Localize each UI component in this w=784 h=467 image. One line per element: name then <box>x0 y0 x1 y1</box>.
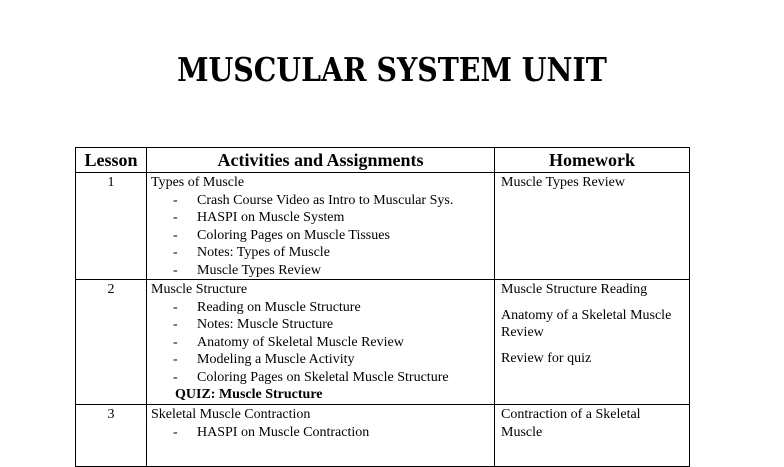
activity-text: Muscle Types Review <box>197 262 321 278</box>
table-row <box>76 173 690 280</box>
list-item: - Crash Course Video as Intro to Muscular Sys. <box>173 192 454 208</box>
list-item: - Coloring Pages on Skeletal Muscle Structure <box>173 369 449 385</box>
activity-text: Coloring Pages on Muscle Tissues <box>197 227 390 243</box>
homework-cell <box>495 405 690 467</box>
activity-text: HASPI on Muscle System <box>197 210 345 225</box>
table-row <box>76 405 690 467</box>
list-item: - Notes: Muscle Structure <box>173 317 334 332</box>
lesson-topic: Types of Muscle <box>151 175 245 190</box>
lesson-table <box>75 147 690 467</box>
activity-list <box>151 299 490 387</box>
list-item: - HASPI on Muscle Contraction <box>173 424 370 440</box>
activity-text: Crash Course Video as Intro to Muscular Sys. <box>197 192 454 208</box>
homework-item: Contraction of a Skeletal Muscle <box>501 407 641 440</box>
activity-list <box>151 192 490 280</box>
activity-text: Reading on Muscle Structure <box>197 299 361 315</box>
list-item: - Muscle Types Review <box>173 262 321 278</box>
lesson-topic: Skeletal Muscle Contraction <box>151 407 311 422</box>
activities-cell <box>147 280 495 405</box>
homework-item: Review for quiz <box>501 350 592 366</box>
lesson-number: 1 <box>76 173 147 280</box>
activity-list <box>151 424 490 442</box>
homework-item: Muscle Types Review <box>501 175 625 190</box>
table-header-row <box>76 148 690 173</box>
activity-text: Notes: Muscle Structure <box>197 317 334 332</box>
homework-item: Muscle Structure Reading <box>501 282 648 297</box>
homework-cell <box>495 280 690 405</box>
homework-cell <box>495 173 690 280</box>
header-homework: Homework <box>495 148 690 173</box>
activity-text: Notes: Types of Muscle <box>197 245 330 260</box>
lesson-number: 3 <box>76 405 147 467</box>
list-item: - Modeling a Muscle Activity <box>173 352 355 367</box>
page-title: MUSCULAR SYSTEM UNIT <box>177 50 607 89</box>
lesson-topic: Muscle Structure <box>151 282 248 297</box>
header-lesson: Lesson <box>76 148 147 173</box>
lesson-number: 2 <box>76 280 147 405</box>
list-item: - Notes: Types of Muscle <box>173 245 330 260</box>
activity-text: Modeling a Muscle Activity <box>197 352 355 367</box>
activity-text: HASPI on Muscle Contraction <box>197 424 370 440</box>
header-activities: Activities and Assignments <box>147 148 495 173</box>
list-item: - Anatomy of Skeletal Muscle Review <box>173 334 404 350</box>
homework-item: Anatomy of a Skeletal Muscle Review <box>501 307 672 340</box>
table-row <box>76 280 690 405</box>
activities-cell <box>147 173 495 280</box>
list-item: - Coloring Pages on Muscle Tissues <box>173 227 390 243</box>
activity-text: Anatomy of Skeletal Muscle Review <box>197 334 404 350</box>
list-item: - HASPI on Muscle System <box>173 210 345 225</box>
list-item: - Reading on Muscle Structure <box>173 299 361 315</box>
quiz-label: QUIZ: Muscle Structure <box>175 387 323 402</box>
activity-text: Coloring Pages on Skeletal Muscle Structure <box>197 369 449 385</box>
activities-cell <box>147 405 495 467</box>
